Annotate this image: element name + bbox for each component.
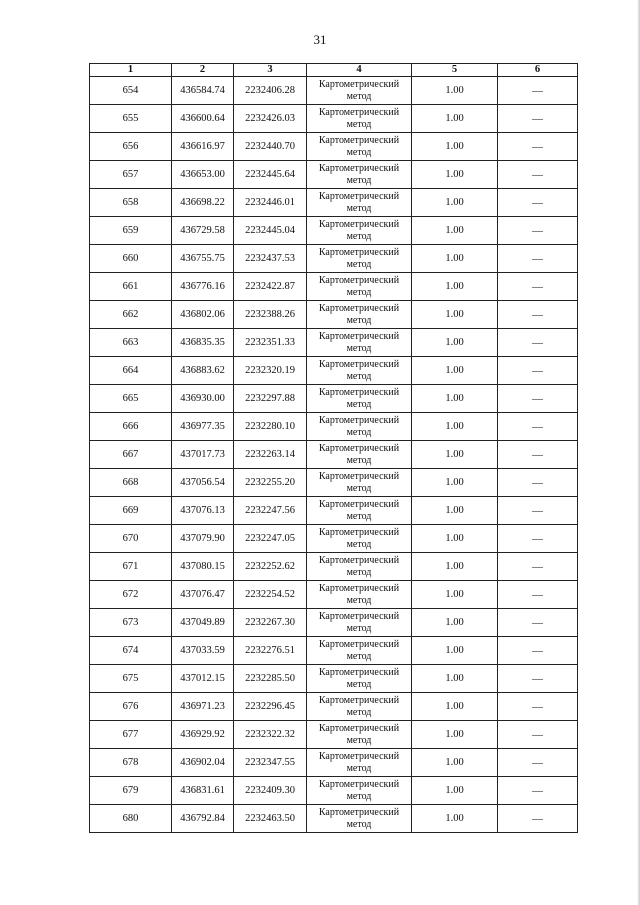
cell-point-number: 665 [90,385,172,413]
table-row [90,609,578,637]
cell-method: Картометрический метод [307,609,412,637]
cell-accuracy: 1.00 [412,133,498,161]
cell-y-coordinate: 2232320.19 [234,357,307,385]
cell-accuracy: 1.00 [412,357,498,385]
cell-accuracy: 1.00 [412,777,498,805]
cell-y-coordinate: 2232406.28 [234,77,307,105]
cell-accuracy: 1.00 [412,105,498,133]
cell-point-number: 659 [90,217,172,245]
cell-note: — [498,357,578,385]
cell-method: Картометрический метод [307,721,412,749]
cell-method: Картометрический метод [307,581,412,609]
cell-note: — [498,749,578,777]
cell-y-coordinate: 2232440.70 [234,133,307,161]
cell-accuracy: 1.00 [412,161,498,189]
cell-y-coordinate: 2232437.53 [234,245,307,273]
cell-accuracy: 1.00 [412,329,498,357]
cell-note: — [498,385,578,413]
cell-point-number: 678 [90,749,172,777]
table-row [90,497,578,525]
table-row [90,385,578,413]
table-row [90,189,578,217]
cell-x-coordinate: 437079.90 [172,525,234,553]
header-cell-y: 3 [234,64,307,77]
cell-accuracy: 1.00 [412,301,498,329]
table-row [90,805,578,833]
table-row [90,441,578,469]
cell-note: — [498,441,578,469]
cell-point-number: 655 [90,105,172,133]
cell-method: Картометрический метод [307,497,412,525]
cell-y-coordinate: 2232445.04 [234,217,307,245]
cell-accuracy: 1.00 [412,665,498,693]
cell-x-coordinate: 436776.16 [172,273,234,301]
cell-x-coordinate: 436792.84 [172,805,234,833]
table-row [90,133,578,161]
cell-x-coordinate: 436835.35 [172,329,234,357]
cell-x-coordinate: 437033.59 [172,637,234,665]
table-row [90,693,578,721]
cell-accuracy: 1.00 [412,721,498,749]
cell-x-coordinate: 436971.23 [172,693,234,721]
cell-accuracy: 1.00 [412,245,498,273]
cell-method: Картометрический метод [307,385,412,413]
cell-method: Картометрический метод [307,665,412,693]
cell-point-number: 670 [90,525,172,553]
table-row [90,357,578,385]
table-row [90,217,578,245]
cell-note: — [498,413,578,441]
cell-x-coordinate: 436831.61 [172,777,234,805]
cell-note: — [498,105,578,133]
cell-accuracy: 1.00 [412,77,498,105]
header-cell-note: 6 [498,64,578,77]
cell-point-number: 671 [90,553,172,581]
cell-note: — [498,329,578,357]
cell-y-coordinate: 2232285.50 [234,665,307,693]
cell-accuracy: 1.00 [412,385,498,413]
cell-note: — [498,553,578,581]
cell-y-coordinate: 2232276.51 [234,637,307,665]
cell-method: Картометрический метод [307,693,412,721]
cell-y-coordinate: 2232388.26 [234,301,307,329]
cell-method: Картометрический метод [307,161,412,189]
table-body [90,77,578,833]
cell-method: Картометрический метод [307,245,412,273]
header-cell-accuracy: 5 [412,64,498,77]
cell-point-number: 661 [90,273,172,301]
cell-point-number: 662 [90,301,172,329]
cell-note: — [498,469,578,497]
table-row [90,777,578,805]
cell-y-coordinate: 2232351.33 [234,329,307,357]
cell-method: Картометрический метод [307,413,412,441]
cell-method: Картометрический метод [307,77,412,105]
cell-y-coordinate: 2232263.14 [234,441,307,469]
cell-point-number: 658 [90,189,172,217]
cell-note: — [498,77,578,105]
cell-accuracy: 1.00 [412,497,498,525]
cell-accuracy: 1.00 [412,441,498,469]
cell-note: — [498,581,578,609]
cell-method: Картометрический метод [307,637,412,665]
cell-x-coordinate: 437056.54 [172,469,234,497]
table-row [90,329,578,357]
cell-x-coordinate: 437017.73 [172,441,234,469]
cell-note: — [498,525,578,553]
cell-x-coordinate: 436698.22 [172,189,234,217]
cell-y-coordinate: 2232463.50 [234,805,307,833]
table-header-row [90,64,578,77]
cell-x-coordinate: 436616.97 [172,133,234,161]
cell-accuracy: 1.00 [412,189,498,217]
cell-method: Картометрический метод [307,525,412,553]
cell-note: — [498,217,578,245]
cell-accuracy: 1.00 [412,469,498,497]
cell-y-coordinate: 2232255.20 [234,469,307,497]
cell-x-coordinate: 436600.64 [172,105,234,133]
cell-point-number: 676 [90,693,172,721]
header-cell-method: 4 [307,64,412,77]
table-row [90,637,578,665]
cell-method: Картометрический метод [307,105,412,133]
cell-method: Картометрический метод [307,301,412,329]
table-row [90,105,578,133]
cell-x-coordinate: 436902.04 [172,749,234,777]
cell-accuracy: 1.00 [412,609,498,637]
table-row [90,245,578,273]
cell-x-coordinate: 436977.35 [172,413,234,441]
cell-point-number: 672 [90,581,172,609]
cell-point-number: 666 [90,413,172,441]
cell-x-coordinate: 436653.00 [172,161,234,189]
cell-accuracy: 1.00 [412,693,498,721]
header-cell-x: 2 [172,64,234,77]
cell-x-coordinate: 437049.89 [172,609,234,637]
cell-method: Картометрический метод [307,273,412,301]
cell-y-coordinate: 2232446.01 [234,189,307,217]
cell-note: — [498,777,578,805]
cell-x-coordinate: 436729.58 [172,217,234,245]
cell-x-coordinate: 437076.47 [172,581,234,609]
cell-method: Картометрический метод [307,217,412,245]
cell-note: — [498,665,578,693]
header-cell-point-number: 1 [90,64,172,77]
page-number: 31 [313,32,327,47]
cell-y-coordinate: 2232280.10 [234,413,307,441]
cell-x-coordinate: 436802.06 [172,301,234,329]
cell-method: Картометрический метод [307,189,412,217]
cell-point-number: 663 [90,329,172,357]
cell-method: Картометрический метод [307,805,412,833]
cell-accuracy: 1.00 [412,525,498,553]
cell-note: — [498,301,578,329]
cell-method: Картометрический метод [307,329,412,357]
cell-point-number: 679 [90,777,172,805]
table-row [90,665,578,693]
cell-accuracy: 1.00 [412,217,498,245]
cell-y-coordinate: 2232347.55 [234,749,307,777]
cell-point-number: 660 [90,245,172,273]
cell-point-number: 664 [90,357,172,385]
cell-method: Картометрический метод [307,469,412,497]
cell-accuracy: 1.00 [412,749,498,777]
cell-x-coordinate: 436755.75 [172,245,234,273]
table-row [90,469,578,497]
cell-note: — [498,805,578,833]
table-row [90,581,578,609]
cell-x-coordinate: 436883.62 [172,357,234,385]
coordinates-table [89,63,578,833]
cell-point-number: 680 [90,805,172,833]
cell-method: Картометрический метод [307,133,412,161]
cell-method: Картометрический метод [307,441,412,469]
cell-accuracy: 1.00 [412,273,498,301]
cell-point-number: 667 [90,441,172,469]
cell-note: — [498,497,578,525]
table-row [90,721,578,749]
table-row [90,525,578,553]
cell-point-number: 669 [90,497,172,525]
cell-point-number: 673 [90,609,172,637]
cell-method: Картометрический метод [307,357,412,385]
table-row [90,301,578,329]
cell-y-coordinate: 2232409.30 [234,777,307,805]
cell-y-coordinate: 2232267.30 [234,609,307,637]
table-row [90,77,578,105]
cell-note: — [498,637,578,665]
cell-point-number: 677 [90,721,172,749]
cell-note: — [498,161,578,189]
cell-y-coordinate: 2232247.05 [234,525,307,553]
cell-method: Картометрический метод [307,553,412,581]
cell-note: — [498,693,578,721]
cell-x-coordinate: 436929.92 [172,721,234,749]
table-row [90,749,578,777]
cell-accuracy: 1.00 [412,553,498,581]
cell-point-number: 654 [90,77,172,105]
cell-x-coordinate: 437076.13 [172,497,234,525]
cell-point-number: 668 [90,469,172,497]
cell-y-coordinate: 2232252.62 [234,553,307,581]
cell-accuracy: 1.00 [412,637,498,665]
cell-y-coordinate: 2232247.56 [234,497,307,525]
cell-x-coordinate: 437012.15 [172,665,234,693]
cell-note: — [498,245,578,273]
table-row [90,161,578,189]
cell-y-coordinate: 2232297.88 [234,385,307,413]
table-row [90,553,578,581]
cell-y-coordinate: 2232322.32 [234,721,307,749]
cell-x-coordinate: 436584.74 [172,77,234,105]
cell-point-number: 675 [90,665,172,693]
cell-y-coordinate: 2232296.45 [234,693,307,721]
cell-y-coordinate: 2232426.03 [234,105,307,133]
cell-note: — [498,133,578,161]
cell-x-coordinate: 436930.00 [172,385,234,413]
cell-accuracy: 1.00 [412,805,498,833]
cell-accuracy: 1.00 [412,581,498,609]
cell-y-coordinate: 2232254.52 [234,581,307,609]
cell-note: — [498,609,578,637]
cell-point-number: 656 [90,133,172,161]
cell-note: — [498,273,578,301]
cell-x-coordinate: 437080.15 [172,553,234,581]
cell-method: Картометрический метод [307,777,412,805]
table-row [90,273,578,301]
cell-method: Картометрический метод [307,749,412,777]
cell-accuracy: 1.00 [412,413,498,441]
cell-point-number: 657 [90,161,172,189]
cell-note: — [498,721,578,749]
cell-point-number: 674 [90,637,172,665]
cell-y-coordinate: 2232445.64 [234,161,307,189]
cell-note: — [498,189,578,217]
cell-y-coordinate: 2232422.87 [234,273,307,301]
table-row [90,413,578,441]
